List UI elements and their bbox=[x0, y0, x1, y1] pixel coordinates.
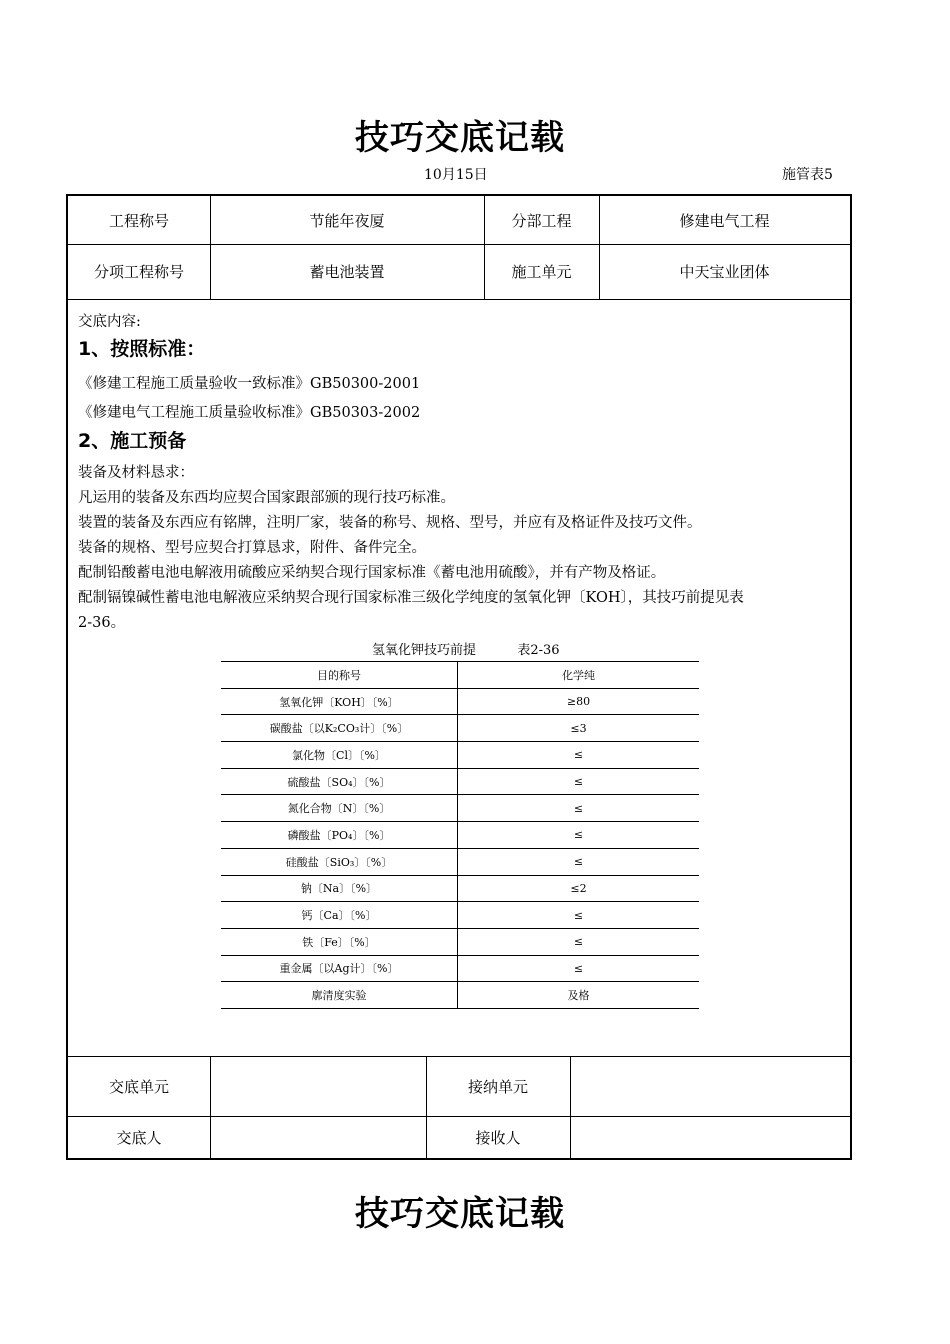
project-name-label: 工程称号 bbox=[108, 211, 169, 230]
indicator-name: 硫酸盐〔SO₄〕〔%〕 bbox=[221, 768, 458, 795]
table-row bbox=[221, 742, 699, 769]
next-page-title: 技巧交底记载 bbox=[355, 1194, 565, 1234]
table-header-row bbox=[221, 662, 699, 689]
subitem-name-value: 蓄电池装置 bbox=[309, 263, 385, 281]
indicator-name: 氢氧化钾〔KOH〕〔%〕 bbox=[221, 688, 458, 715]
content-line: 装备的规格、型号应契合打算恳求，附件、备件完全。 bbox=[78, 540, 426, 556]
indicator-value: ≤ bbox=[458, 822, 700, 849]
division-label: 分部工程 bbox=[511, 211, 572, 230]
receiver-label: 接收人 bbox=[475, 1128, 521, 1147]
indicator-value: ≤ bbox=[458, 742, 700, 769]
indicator-value: ≤ bbox=[458, 768, 700, 795]
indicator-value: ≤ bbox=[458, 928, 700, 955]
table-row bbox=[221, 768, 699, 795]
table-caption: 氢氧化钾技巧前提 表2-36 bbox=[372, 643, 560, 658]
table-row bbox=[221, 875, 699, 902]
indicator-name: 廓清度实验 bbox=[221, 982, 458, 1009]
content-line: 2-36。 bbox=[78, 615, 126, 631]
indicator-value: ≤2 bbox=[458, 875, 700, 902]
indicator-name: 碳酸盐〔以K₂CO₃计〕〔%〕 bbox=[221, 715, 458, 742]
table-row bbox=[221, 928, 699, 955]
content-line: 配制镉镍碱性蓄电池电解液应采纳契合现行国家标准三级化学纯度的氢氧化钾〔KOH〕，其技巧前提见表 bbox=[78, 590, 744, 606]
indicator-name: 铁〔Fe〕〔%〕 bbox=[221, 928, 458, 955]
table-row bbox=[221, 688, 699, 715]
record-form bbox=[66, 194, 852, 1160]
content-line: 装置的装备及东西应有铭牌，注明厂家，装备的称号、规格、型号，并应有及格证件及技巧文件。 bbox=[78, 515, 702, 531]
table-row bbox=[221, 795, 699, 822]
table-row bbox=[221, 902, 699, 929]
document-title: 技巧交底记载 bbox=[355, 118, 565, 158]
construction-unit-label: 施工单元 bbox=[511, 263, 572, 281]
table-row bbox=[221, 848, 699, 875]
row-divider bbox=[68, 299, 850, 300]
content-label: 交底内容: bbox=[78, 314, 141, 330]
indicator-name: 氮化合物〔N〕〔%〕 bbox=[221, 795, 458, 822]
indicator-value: ≥80 bbox=[458, 688, 700, 715]
indicator-name: 硅酸盐〔SiO₃〕〔%〕 bbox=[221, 848, 458, 875]
indicator-name: 钙〔Ca〕〔%〕 bbox=[221, 902, 458, 929]
standard-item: 《修建工程施工质量验收一致标准》GB50300-2001 bbox=[78, 376, 421, 392]
discloser-field[interactable] bbox=[210, 1116, 426, 1158]
construction-unit-value: 中天宝业团体 bbox=[679, 263, 770, 281]
discloser-label: 交底人 bbox=[116, 1128, 162, 1147]
indicator-name: 氯化物〔Cl〕〔%〕 bbox=[221, 742, 458, 769]
section-heading-standards: 1、按照标准： bbox=[78, 338, 206, 360]
content-line: 装备及材料恳求： bbox=[78, 465, 194, 481]
indicator-value: ≤ bbox=[458, 955, 700, 982]
indicator-value: 及格 bbox=[458, 982, 700, 1009]
header-cell: 目的称号 bbox=[221, 662, 458, 689]
project-name-value: 节能年夜厦 bbox=[309, 211, 385, 230]
table-row bbox=[221, 955, 699, 982]
indicator-value: ≤ bbox=[458, 902, 700, 929]
indicator-value: ≤ bbox=[458, 795, 700, 822]
table-row bbox=[221, 822, 699, 849]
standard-item: 《修建电气工程施工质量验收标准》GB50303-2002 bbox=[78, 405, 421, 421]
content-line: 配制铅酸蓄电池电解液用硫酸应采纳契合现行国家标准《蓄电池用硫酸》，并有产物及格证。 bbox=[78, 565, 666, 581]
record-date: 10月15日 bbox=[424, 167, 488, 183]
indicator-name: 钠〔Na〕〔%〕 bbox=[221, 875, 458, 902]
receive-unit-field[interactable] bbox=[570, 1056, 850, 1116]
koh-spec-table bbox=[221, 661, 699, 1009]
receiver-field[interactable] bbox=[570, 1116, 850, 1158]
header-cell: 化学纯 bbox=[458, 662, 700, 689]
table-row bbox=[221, 982, 699, 1009]
section-heading-preparation: 2、施工预备 bbox=[78, 430, 187, 452]
indicator-name: 磷酸盐〔PO₄〕〔%〕 bbox=[221, 822, 458, 849]
disclose-unit-field[interactable] bbox=[210, 1056, 426, 1116]
disclose-unit-label: 交底单元 bbox=[108, 1077, 169, 1096]
receive-unit-label: 接纳单元 bbox=[467, 1077, 528, 1096]
content-line: 凡运用的装备及东西均应契合国家跟部颁的现行技巧标准。 bbox=[78, 490, 455, 506]
indicator-value: ≤3 bbox=[458, 715, 700, 742]
form-number: 施管表5 bbox=[782, 167, 833, 183]
division-value: 修建电气工程 bbox=[679, 211, 770, 230]
indicator-value: ≤ bbox=[458, 848, 700, 875]
subitem-name-label: 分项工程称号 bbox=[93, 263, 184, 281]
table-row bbox=[221, 715, 699, 742]
indicator-name: 重金属〔以Ag计〕〔%〕 bbox=[221, 955, 458, 982]
